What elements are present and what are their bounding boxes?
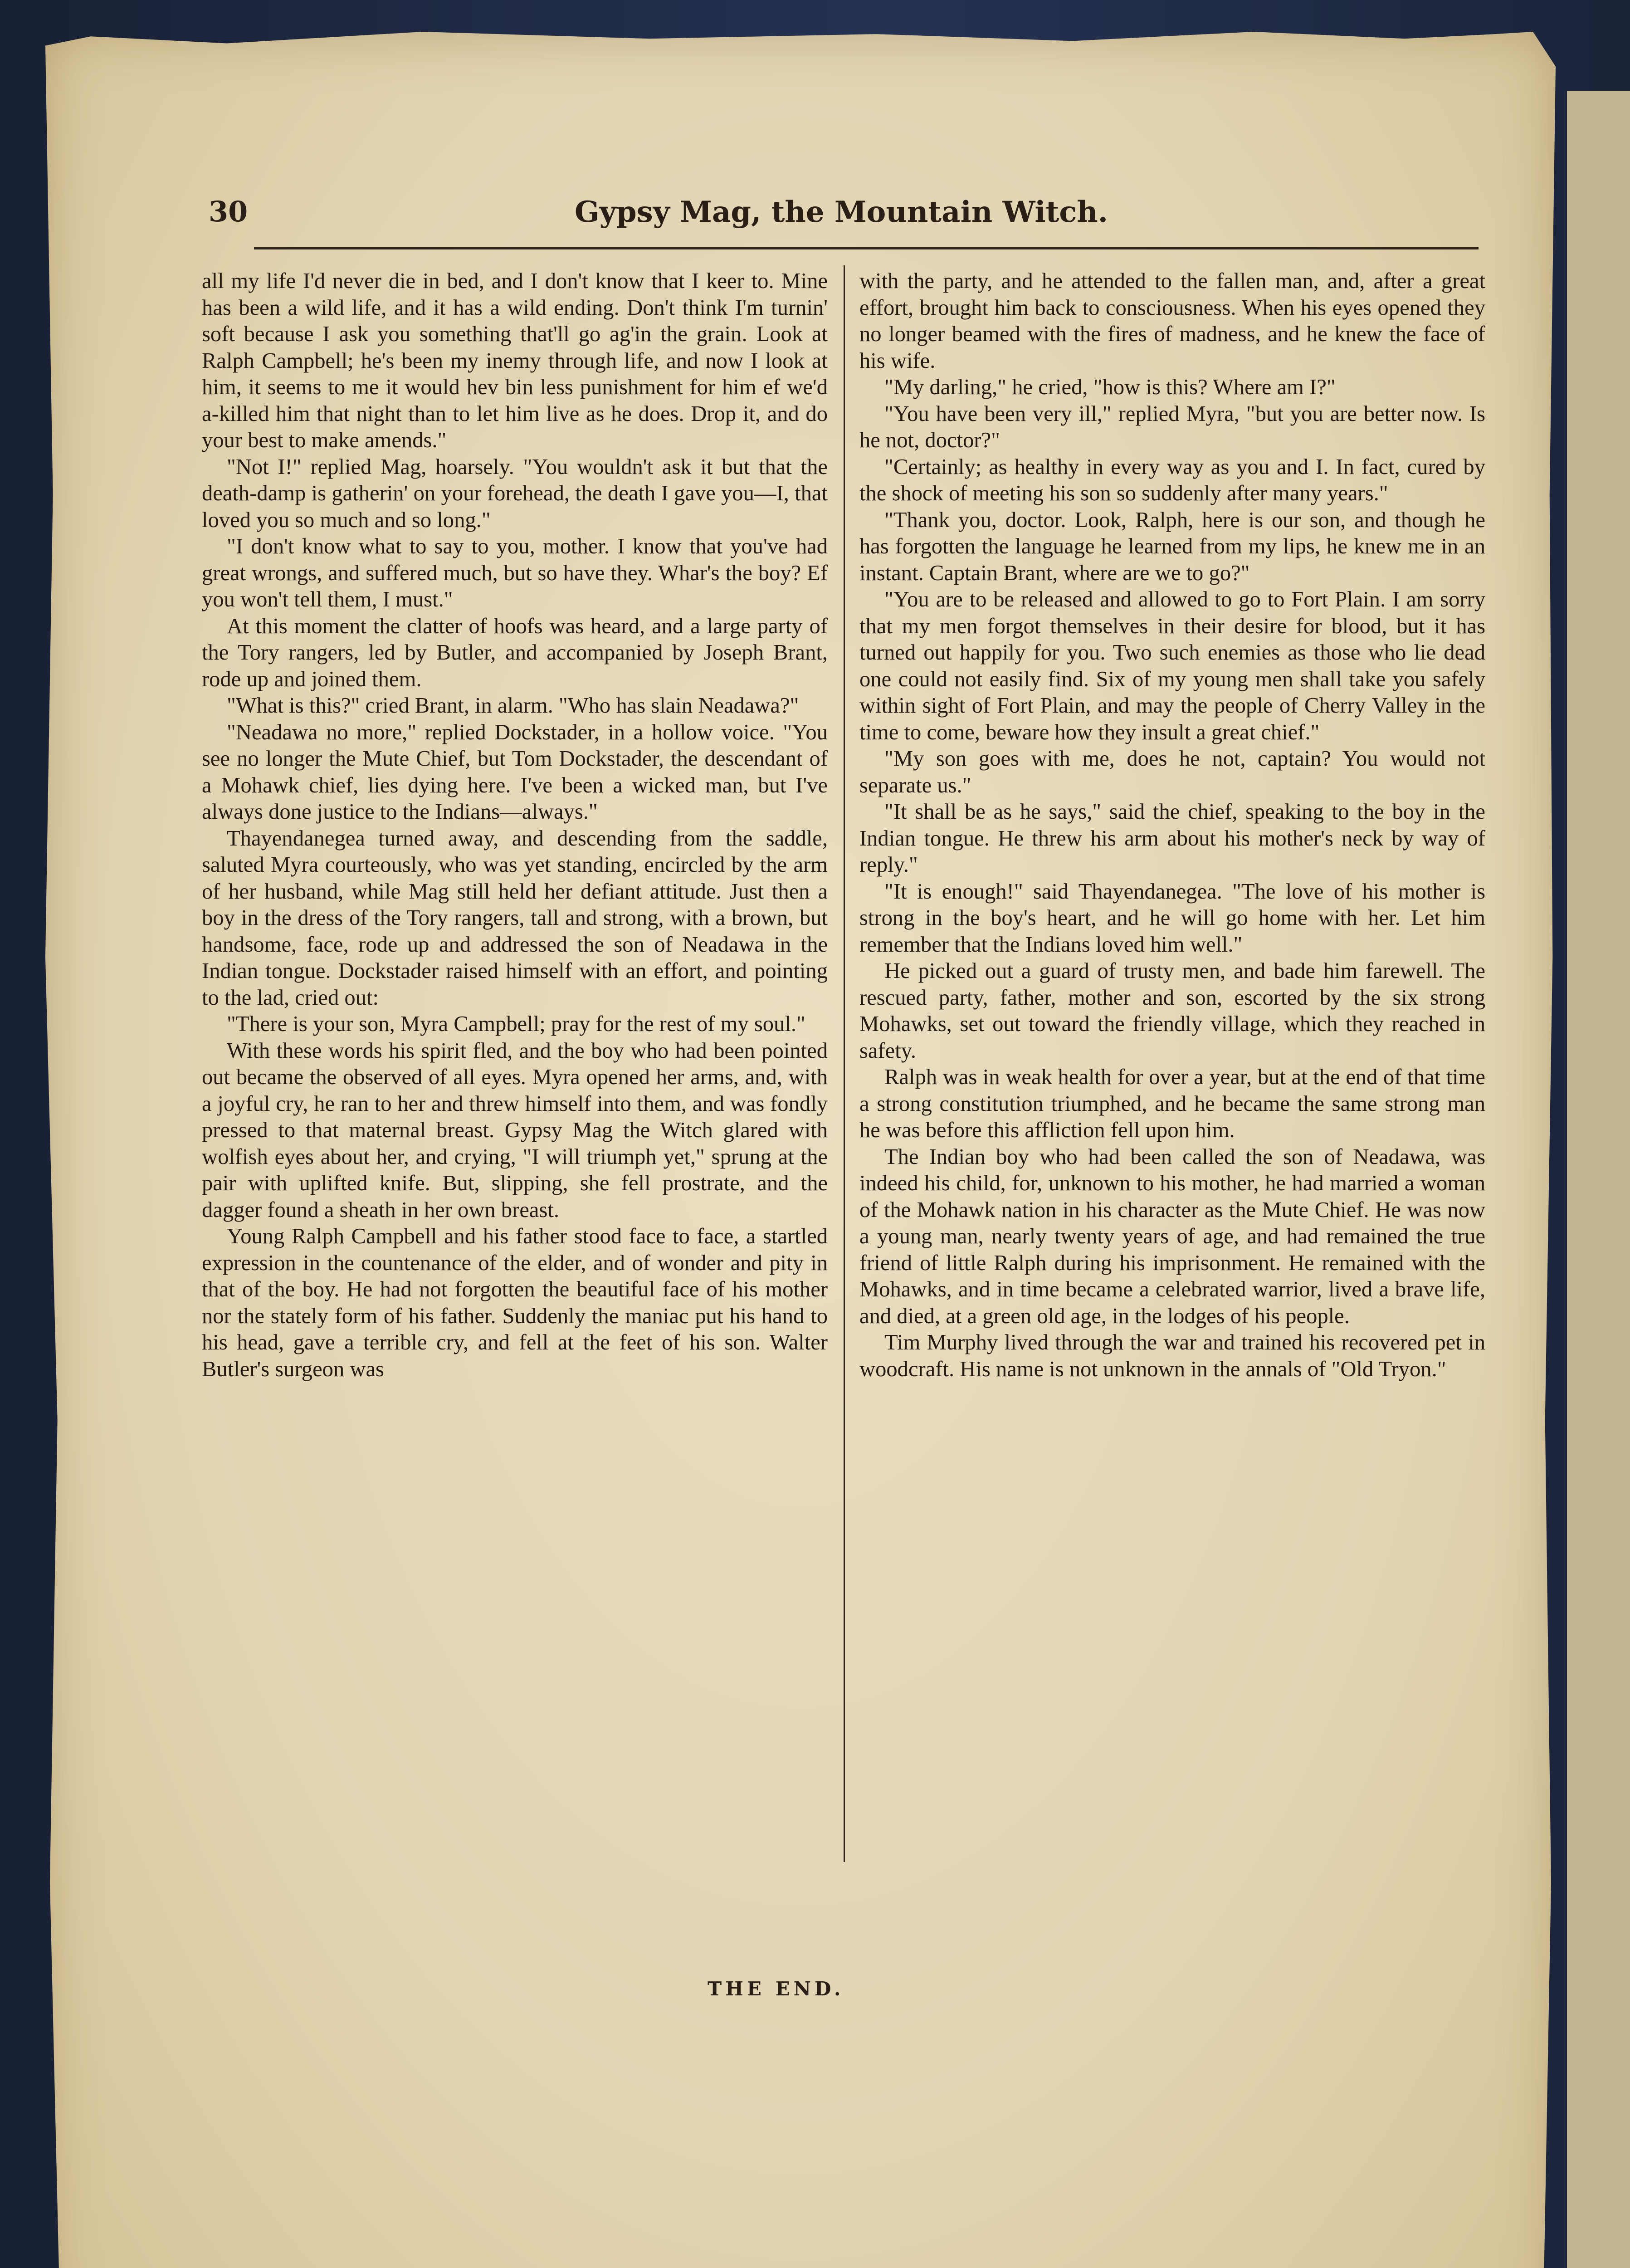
paragraph: with the party, and he attended to the fallen man, and, after a great effort, brought him back to consciousness. When his eyes opened they no longer beamed with the fires of madness, and he knew the face of his wife. [859, 269, 1485, 373]
header-rule [254, 247, 1479, 249]
paragraph: "There is your son, Myra Campbell; pray for the rest of my soul." [227, 1012, 805, 1036]
paragraph: Thayendanegea turned away, and descending from the saddle, saluted Myra courteously, who was yet standing, encircled by the arm of her husband, while Mag still held her defiant attitude. Just then a boy in the dress of the Tory rangers, tall and strong, with a brown, but handsome, face, rode up and addressed the son of Neadawa in the Indian tongue. Dockstader raised himself with an effort, and pointing to the lad, cried out: [202, 826, 828, 1010]
paragraph: "You are to be released and allowed to go to Fort Plain. I am sorry that my men forgot themselves in their desire for blood, but it has turned out happily for you. Two such enemies as those who lie dead one could not easily find. Six of my young men shall take you safely within sight of Fort Plain, and may the people of Cherry Valley in the time to come, beware how they insult a great chief." [859, 587, 1485, 744]
paragraph: "Certainly; as healthy in every way as you and I. In fact, cured by the shock of meeting his son so suddenly after many years." [859, 454, 1485, 505]
paragraph: all my life I'd never die in bed, and I don't know that I keer to. Mine has been a wild life, and it has a wild ending. Don't think I'm turnin' soft because I ask you something that'll go ag'in the grain. Look at Ralph Campbell; he's been my inemy through life, and now I look at him, it seems to me it would hev bin less punishment for him ef we'd a-killed him that night than to let him live as he does. Drop it, and do your best to make amends." [202, 269, 828, 452]
paragraph: The Indian boy who had been called the son of Neadawa, was indeed his child, for, unknown to his mother, he had married a woman of the Mohawk nation in his character as the Mute Chief. He was now a young man, nearly twenty years of age, and had remained the true friend of little Ralph during his imprisonment. He remained with the Mohawks, and in time became a celebrated warrior, lived a brave life, and died, at a green old age, in the lodges of his people. [859, 1144, 1485, 1328]
right-text-column [859, 268, 1485, 1382]
column-divider [844, 265, 845, 1862]
paragraph: "I don't know what to say to you, mother. I know that you've had great wrongs, and suffered much, but so have they. Whar's the boy? Ef you won't tell them, I must." [202, 534, 828, 611]
page-header [200, 186, 1483, 236]
paragraph: "My son goes with me, does he not, captain? You would not separate us." [859, 746, 1485, 797]
paragraph: "Neadawa no more," replied Dockstader, in a hollow voice. "You see no longer the Mute Chief, but Tom Dockstader, the descendant of a Mohawk chief, lies dying here. I've been a wicked man, but I've always done justice to the Indians—always." [202, 719, 828, 824]
paragraph: "It is enough!" said Thayendanegea. "The love of his mother is strong in the boy's heart, and he will go home with her. Let him remember that the Indians loved him well." [859, 879, 1485, 957]
paragraph: "You have been very ill," replied Myra, "but you are better now. Is he not, doctor?" [859, 401, 1485, 452]
adjacent-page-edge [1567, 91, 1630, 2268]
paragraph: "It shall be as he says," said the chief, speaking to the boy in the Indian tongue. He threw his arm about his mother's neck by way of reply." [859, 799, 1485, 877]
paragraph: He picked out a guard of trusty men, and bade him farewell. The rescued party, father, mother and son, escorted by the six strong Mohawks, set out toward the friendly village, which they reached in safety. [859, 958, 1485, 1063]
paragraph: Tim Murphy lived through the war and trained his recovered pet in woodcraft. His name is not unknown in the annals of "Old Tryon." [859, 1330, 1485, 1381]
left-text-column [202, 268, 828, 1382]
page-number: 30 [209, 195, 248, 228]
paragraph: "My darling," he cried, "how is this? Where am I?" [884, 375, 1336, 399]
paragraph: At this moment the clatter of hoofs was heard, and a large party of the Tory rangers, led by Butler, and accompanied by Joseph Brant, rode up and joined them. [202, 613, 828, 691]
paragraph: "Thank you, doctor. Look, Ralph, here is our son, and though he has forgotten the language he learned from my lips, he knew me in an instant. Captain Brant, where are we to go?" [859, 507, 1485, 585]
page-title: Gypsy Mag, the Mountain Witch. [575, 195, 1108, 229]
paragraph: "Not I!" replied Mag, hoarsely. "You wouldn't ask it but that the death-damp is gatherin' on your forehead, the death I gave you—I, that loved you so much and so long." [202, 454, 828, 532]
paragraph: "What is this?" cried Brant, in alarm. "Who has slain Neadawa?" [227, 693, 799, 718]
paragraph: Ralph was in weak health for over a year, but at the end of that time a strong constitution triumphed, and he became the same strong man he was before this affliction fell upon him. [859, 1065, 1485, 1142]
paragraph: With these words his spirit fled, and the boy who had been pointed out became the observed of all eyes. Myra opened her arms, and, with a joyful cry, he ran to her and threw himself into them, and was fondly pressed to that maternal breast. Gypsy Mag the Witch glared with wolfish eyes about her, and crying, "I will triumph yet," sprung at the pair with uplifted knife. But, slipping, she fell prostrate, and the dagger found a sheath in her own breast. [202, 1038, 828, 1222]
paragraph: Young Ralph Campbell and his father stood face to face, a startled expression in the countenance of the elder, and of wonder and pity in that of the boy. He had not forgotten the beautiful face of his mother nor the stately form of his father. Suddenly the maniac put his hand to his head, gave a terrible cry, and fell at the feet of his son. Walter Butler's surgeon was [202, 1224, 828, 1381]
the-end-label: THE END. [708, 1978, 844, 2000]
